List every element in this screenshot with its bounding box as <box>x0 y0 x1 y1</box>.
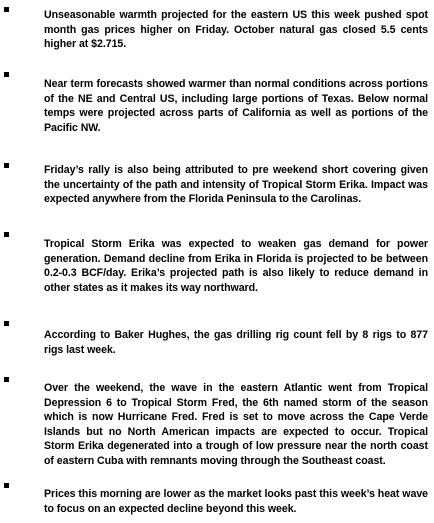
bullet-square-icon <box>4 7 9 12</box>
bullet-square-icon <box>4 232 9 237</box>
bullet-square-icon <box>4 72 9 77</box>
bullet-square-icon <box>4 483 9 488</box>
bullet-text: Prices this morning are lower as the market looks past this week’s heat wave to focus on an expected decline beyond this week. <box>44 488 428 515</box>
bullet-square-icon <box>4 163 9 168</box>
bullet-text: Tropical Storm Erika was expected to weaken gas demand for power generation. Demand decline from Erika in Florida is projected to be between 0.2-0.3 BCF/day. Erika’s projected path is also likely to reduce demand in other states as it makes its way northward. <box>44 238 428 294</box>
bullet-square-icon <box>4 377 9 382</box>
bullet-text: Friday’s rally is also being attributed to pre weekend short covering given the uncertainty of the path and intensity of Tropical Storm Erika. Impact was expected anywhere from the Florida Peninsula to the Carolinas. <box>44 164 428 205</box>
bullet-text: Unseasonable warmth projected for the eastern US this week pushed spot month gas prices higher on Friday. October natural gas closed 5.5 cents higher at $2.715. <box>44 9 428 50</box>
bullet-text: Over the weekend, the wave in the eastern Atlantic went from Tropical Depression 6 to Tropical Storm Fred, the 6th named storm of the season which is now Hurricane Fred. Fred is set to move across the Cape Verde Islands but no North American impacts are expected to occur. Tropical Storm Erika degenerated into a trough of low pressure near the north coast of eastern Cuba with remnants moving through the Southeast coast. <box>44 382 428 467</box>
bullet-text: Near term forecasts showed warmer than normal conditions across portions of the NE and Central US, including large portions of Texas. Below normal temps were projected across parts of California as well as portions of the Pacific NW. <box>44 78 428 134</box>
bullet-square-icon <box>4 321 9 326</box>
bullet-text: According to Baker Hughes, the gas drilling rig count fell by 8 rigs to 877 rigs last week. <box>44 329 428 356</box>
